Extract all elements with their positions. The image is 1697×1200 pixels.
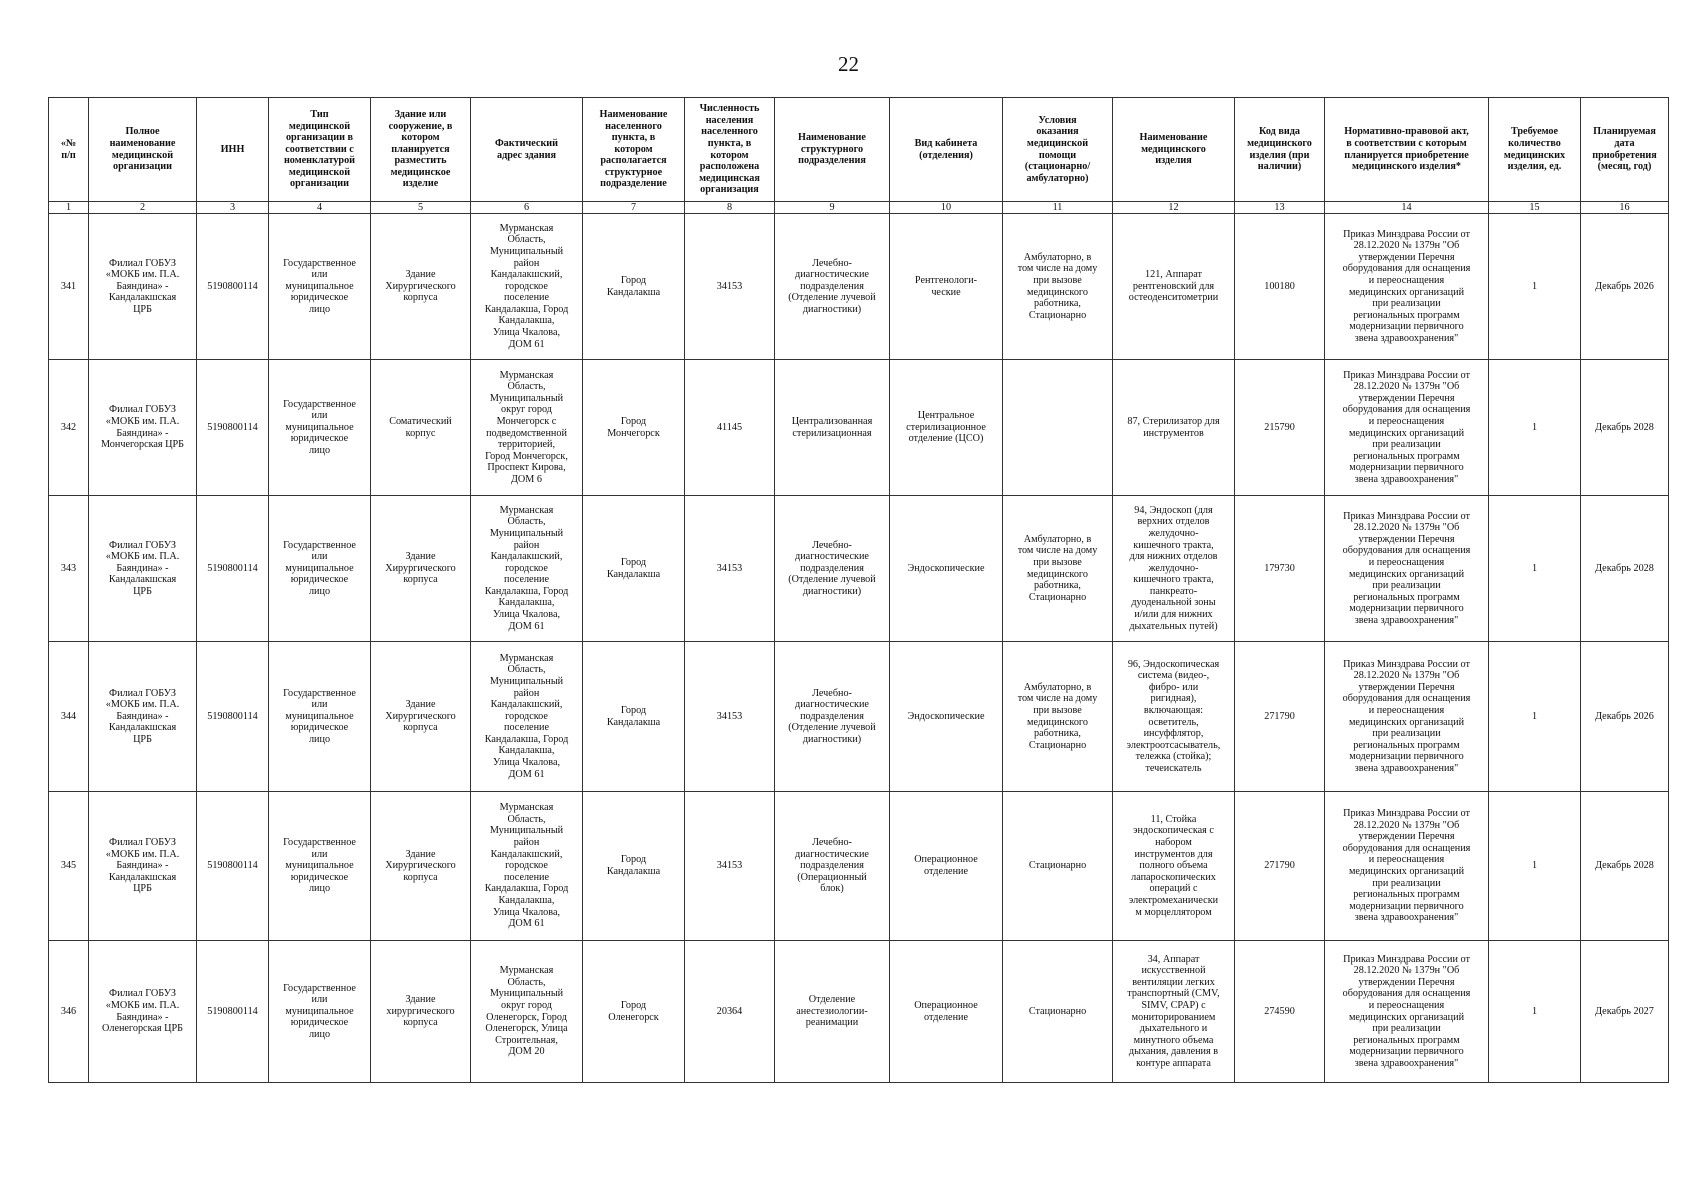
population-cell: 34153 [685,642,775,792]
device-code-cell: 179730 [1235,496,1325,642]
device-cell: 96, Эндоскопическая система (видео-, фибро- или ригидная), включающая: осветитель, инсуффлятор, электроотсасыватель, тележка (стойка); течеискатель [1113,642,1235,792]
header-cell-population: Численность населения населенного пункта, в котором расположена медицинская организация [685,98,775,202]
column-number: 11 [1003,202,1113,214]
page-number: 22 [838,52,859,76]
address-cell: Мурманская Область, Муниципальный район Кандалакшский, городское поселение Кандалакша, Город Кандалакша, Улица Чкалова, ДОМ 61 [471,642,583,792]
unit-cell: Лечебно- диагностические подразделения (Отделение лучевой диагностики) [775,496,890,642]
org-type-cell: Государственное или муниципальное юридическое лицо [269,642,371,792]
column-number: 3 [197,202,269,214]
column-number: 16 [1581,202,1669,214]
column-number: 15 [1489,202,1581,214]
equipment-table [48,97,1669,1083]
quantity-cell: 1 [1489,496,1581,642]
header-cell-locality: Наименование населенного пункта, в котором располагается структурное подразделение [583,98,685,202]
column-number: 2 [89,202,197,214]
table-row [49,642,1669,792]
org-type-cell: Государственное или муниципальное юридическое лицо [269,360,371,496]
unit-cell: Лечебно- диагностические подразделения (Отделение лучевой диагностики) [775,642,890,792]
header-cell-cabinet: Вид кабинета (отделения) [890,98,1003,202]
building-cell: Соматический корпус [371,360,471,496]
locality-cell: Город Кандалакша [583,214,685,360]
column-number: 6 [471,202,583,214]
organization-cell: Филиал ГОБУЗ «МОКБ им. П.А. Баяндина» - Кандалакшская ЦРБ [89,642,197,792]
row-number-cell: 345 [49,792,89,941]
legal-act-cell: Приказ Минздрава России от 28.12.2020 № 1379н "Об утверждении Перечня оборудования для оснащения и переоснащения медицинских организаций при реализации региональных программ модернизации первичного звена здравоохранения" [1325,941,1489,1083]
conditions-cell: Стационарно [1003,792,1113,941]
unit-cell: Лечебно- диагностические подразделения (Отделение лучевой диагностики) [775,214,890,360]
conditions-cell: Амбулаторно, в том числе на дому при вызове медицинского работника, Стационарно [1003,642,1113,792]
population-cell: 41145 [685,360,775,496]
device-code-cell: 271790 [1235,792,1325,941]
population-cell: 34153 [685,792,775,941]
inn-cell: 5190800114 [197,941,269,1083]
population-cell: 34153 [685,214,775,360]
header-cell-code: Код вида медицинского изделия (при наличии) [1235,98,1325,202]
header-cell-date: Планируемая дата приобретения (месяц, год) [1581,98,1669,202]
device-code-cell: 100180 [1235,214,1325,360]
conditions-cell [1003,360,1113,496]
building-cell: Здание Хирургического корпуса [371,496,471,642]
locality-cell: Город Кандалакша [583,642,685,792]
header-row [49,98,1669,202]
planned-date-cell: Декабрь 2028 [1581,496,1669,642]
header-cell-building: Здание или сооружение, в котором планируется разместить медицинское изделие [371,98,471,202]
population-cell: 20364 [685,941,775,1083]
device-code-cell: 271790 [1235,642,1325,792]
cabinet-cell: Рентгенологи- ческие [890,214,1003,360]
header-cell-unit: Наименование структурного подразделения [775,98,890,202]
legal-act-cell: Приказ Минздрава России от 28.12.2020 № 1379н "Об утверждении Перечня оборудования для оснащения и переоснащения медицинских организаций при реализации региональных программ модернизации первичного звена здравоохранения" [1325,360,1489,496]
row-number-cell: 341 [49,214,89,360]
address-cell: Мурманская Область, Муниципальный район Кандалакшский, городское поселение Кандалакша, Город Кандалакша, Улица Чкалова, ДОМ 61 [471,214,583,360]
quantity-cell: 1 [1489,642,1581,792]
planned-date-cell: Декабрь 2028 [1581,792,1669,941]
unit-cell: Централизованная стерилизационная [775,360,890,496]
row-number-cell: 344 [49,642,89,792]
planned-date-cell: Декабрь 2026 [1581,214,1669,360]
building-cell: Здание хирургического корпуса [371,941,471,1083]
device-cell: 121, Аппарат рентгеновский для остеоденситометрии [1113,214,1235,360]
inn-cell: 5190800114 [197,496,269,642]
quantity-cell: 1 [1489,360,1581,496]
table-row [49,214,1669,360]
column-number: 7 [583,202,685,214]
organization-cell: Филиал ГОБУЗ «МОКБ им. П.А. Баяндина» - Мончегорская ЦРБ [89,360,197,496]
column-number: 14 [1325,202,1489,214]
building-cell: Здание Хирургического корпуса [371,792,471,941]
row-number-cell: 343 [49,496,89,642]
cabinet-cell: Центральное стерилизационное отделение (ЦСО) [890,360,1003,496]
inn-cell: 5190800114 [197,360,269,496]
column-number: 1 [49,202,89,214]
address-cell: Мурманская Область, Муниципальный округ город Мончегорск с подведомственной территорией, Город Мончегорск, Проспект Кирова, ДОМ 6 [471,360,583,496]
header-cell-device: Наименование медицинского изделия [1113,98,1235,202]
device-code-cell: 215790 [1235,360,1325,496]
device-cell: 94, Эндоскоп (для верхних отделов желудочно- кишечного тракта, для нижних отделов желудочно- кишечного тракта, панкреато- дуоденальной зоны и/или для нижних дыхательных путей) [1113,496,1235,642]
org-type-cell: Государственное или муниципальное юридическое лицо [269,496,371,642]
legal-act-cell: Приказ Минздрава России от 28.12.2020 № 1379н "Об утверждении Перечня оборудования для оснащения и переоснащения медицинских организаций при реализации региональных программ модернизации первичного звена здравоохранения" [1325,214,1489,360]
legal-act-cell: Приказ Минздрава России от 28.12.2020 № 1379н "Об утверждении Перечня оборудования для оснащения и переоснащения медицинских организаций при реализации региональных программ модернизации первичного звена здравоохранения" [1325,642,1489,792]
address-cell: Мурманская Область, Муниципальный округ город Оленегорск, Город Оленегорск, Улица Строительная, ДОМ 20 [471,941,583,1083]
unit-cell: Лечебно- диагностические подразделения (Операционный блок) [775,792,890,941]
org-type-cell: Государственное или муниципальное юридическое лицо [269,941,371,1083]
header-cell-type: Тип медицинской организации в соответствии с номенклатурой медицинской организации [269,98,371,202]
header-cell-inn: ИНН [197,98,269,202]
table-row [49,496,1669,642]
unit-cell: Отделение анестезиологии- реанимации [775,941,890,1083]
legal-act-cell: Приказ Минздрава России от 28.12.2020 № 1379н "Об утверждении Перечня оборудования для оснащения и переоснащения медицинских организаций при реализации региональных программ модернизации первичного звена здравоохранения" [1325,496,1489,642]
inn-cell: 5190800114 [197,792,269,941]
organization-cell: Филиал ГОБУЗ «МОКБ им. П.А. Баяндина» - Кандалакшская ЦРБ [89,792,197,941]
header-cell-num: «№ п/п [49,98,89,202]
table-row [49,360,1669,496]
locality-cell: Город Оленегорск [583,941,685,1083]
quantity-cell: 1 [1489,941,1581,1083]
column-number: 8 [685,202,775,214]
row-number-cell: 342 [49,360,89,496]
org-type-cell: Государственное или муниципальное юридическое лицо [269,792,371,941]
header-cell-qty: Требуемое количество медицинских изделия, ед. [1489,98,1581,202]
header-cell-conditions: Условия оказания медицинской помощи (стационарно/ амбулаторно) [1003,98,1113,202]
cabinet-cell: Операционное отделение [890,792,1003,941]
inn-cell: 5190800114 [197,642,269,792]
locality-cell: Город Мончегорск [583,360,685,496]
organization-cell: Филиал ГОБУЗ «МОКБ им. П.А. Баяндина» - Кандалакшская ЦРБ [89,496,197,642]
building-cell: Здание Хирургического корпуса [371,642,471,792]
planned-date-cell: Декабрь 2027 [1581,941,1669,1083]
inn-cell: 5190800114 [197,214,269,360]
population-cell: 34153 [685,496,775,642]
column-number: 13 [1235,202,1325,214]
cabinet-cell: Операционное отделение [890,941,1003,1083]
org-type-cell: Государственное или муниципальное юридическое лицо [269,214,371,360]
locality-cell: Город Кандалакша [583,792,685,941]
device-code-cell: 274590 [1235,941,1325,1083]
column-number: 10 [890,202,1003,214]
header-cell-org: Полное наименование медицинской организации [89,98,197,202]
cabinet-cell: Эндоскопические [890,642,1003,792]
row-number-cell: 346 [49,941,89,1083]
locality-cell: Город Кандалакша [583,496,685,642]
building-cell: Здание Хирургического корпуса [371,214,471,360]
organization-cell: Филиал ГОБУЗ «МОКБ им. П.А. Баяндина» - Оленегорская ЦРБ [89,941,197,1083]
organization-cell: Филиал ГОБУЗ «МОКБ им. П.А. Баяндина» - Кандалакшская ЦРБ [89,214,197,360]
planned-date-cell: Декабрь 2028 [1581,360,1669,496]
quantity-cell: 1 [1489,214,1581,360]
column-number: 9 [775,202,890,214]
address-cell: Мурманская Область, Муниципальный район Кандалакшский, городское поселение Кандалакша, Город Кандалакша, Улица Чкалова, ДОМ 61 [471,496,583,642]
column-number-row [49,202,1669,214]
device-cell: 11, Стойка эндоскопическая с набором инструментов для полного объема лапароскопических операций с электромеханически м морцеллятором [1113,792,1235,941]
cabinet-cell: Эндоскопические [890,496,1003,642]
column-number: 12 [1113,202,1235,214]
device-cell: 34, Аппарат искусственной вентиляции легких транспортный (CMV, SIMV, CPAP) с мониторированием дыхательного и минутного объема дыхания, давления в контуре аппарата [1113,941,1235,1083]
conditions-cell: Амбулаторно, в том числе на дому при вызове медицинского работника, Стационарно [1003,496,1113,642]
column-number: 4 [269,202,371,214]
conditions-cell: Амбулаторно, в том числе на дому при вызове медицинского работника, Стационарно [1003,214,1113,360]
header-cell-act: Нормативно-правовой акт, в соответствии с которым планируется приобретение медицинского изделия* [1325,98,1489,202]
quantity-cell: 1 [1489,792,1581,941]
address-cell: Мурманская Область, Муниципальный район Кандалакшский, городское поселение Кандалакша, Город Кандалакша, Улица Чкалова, ДОМ 61 [471,792,583,941]
table-row [49,941,1669,1083]
device-cell: 87, Стерилизатор для инструментов [1113,360,1235,496]
header-cell-address: Фактический адрес здания [471,98,583,202]
column-number: 5 [371,202,471,214]
legal-act-cell: Приказ Минздрава России от 28.12.2020 № 1379н "Об утверждении Перечня оборудования для оснащения и переоснащения медицинских организаций при реализации региональных программ модернизации первичного звена здравоохранения" [1325,792,1489,941]
table-row [49,792,1669,941]
planned-date-cell: Декабрь 2026 [1581,642,1669,792]
conditions-cell: Стационарно [1003,941,1113,1083]
